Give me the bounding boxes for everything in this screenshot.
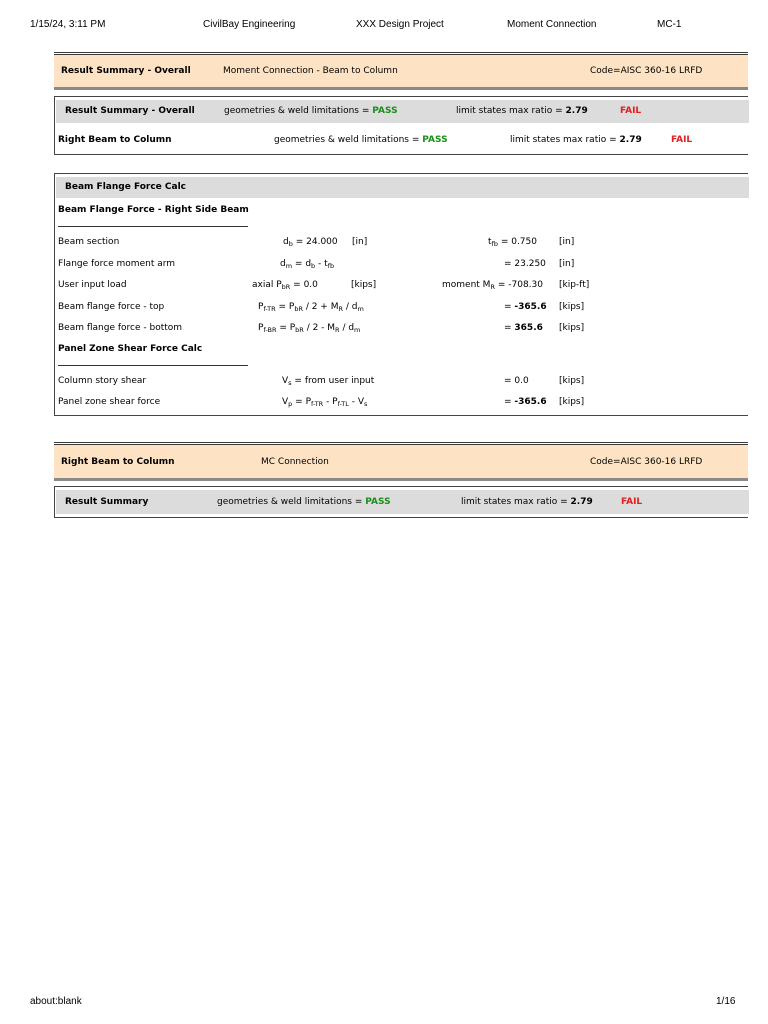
flange-force-box <box>54 173 748 416</box>
moment-arm-unit: [in] <box>559 259 575 269</box>
overall-title-bar <box>54 55 748 87</box>
summary-right-beam-geo: geometries & weld limitations = PASS <box>274 135 448 145</box>
connection-summary-row <box>56 490 749 514</box>
connection-summary-geo: geometries & weld limitations = PASS <box>217 497 391 507</box>
design-code: Code=AISC 360-16 LRFD <box>590 66 703 76</box>
pass-status: PASS <box>422 135 448 145</box>
connection-design-code: Code=AISC 360-16 LRFD <box>590 457 703 467</box>
user-load-label: User input load <box>58 280 127 290</box>
axial-load-unit: [kips] <box>351 280 377 290</box>
summary-overall-geo: geometries & weld limitations = PASS <box>224 106 398 116</box>
company-name: CivilBay Engineering <box>203 19 296 30</box>
pz-force-value: = -365.6 <box>504 397 547 407</box>
page-number: 1/16 <box>716 996 736 1007</box>
moment-load-unit: [kip-ft] <box>559 280 590 290</box>
conn-bar-bottom-rule <box>54 478 748 481</box>
project-name: XXX Design Project <box>356 19 444 30</box>
force-top-formula: $P_{f-TR} = P_{bR} / 2 + M_R / d_m$ <box>258 302 364 313</box>
pz-force-unit: [kips] <box>559 397 585 407</box>
summary-right-beam-label: Right Beam to Column <box>58 135 172 145</box>
fail-status: FAIL <box>671 135 693 145</box>
document-id: MC-1 <box>657 19 682 30</box>
title-bar-bottom-rule <box>54 87 748 90</box>
fail-status: FAIL <box>621 497 643 507</box>
panel-title-rule <box>58 365 248 366</box>
fail-status: FAIL <box>620 106 642 116</box>
force-bottom-unit: [kips] <box>559 323 585 333</box>
connection-subtitle: MC Connection <box>261 457 329 467</box>
pz-force-label: Panel zone shear force <box>58 397 161 407</box>
flange-section-title: Beam Flange Force Calc <box>65 182 187 192</box>
flange-section-header <box>56 177 749 198</box>
axial-load-formula: axial $P_{bR} = 0.0$ <box>252 280 318 291</box>
summary-row-overall <box>56 100 749 123</box>
moment-arm-value: = 23.250 <box>504 259 546 269</box>
beam-depth-formula: $d_b = 24.000$ <box>283 237 338 248</box>
force-bottom-value: = 365.6 <box>504 323 543 333</box>
connection-title-bar <box>54 445 748 478</box>
force-bottom-label: Beam flange force - bottom <box>58 323 183 333</box>
pass-status: PASS <box>365 497 391 507</box>
story-shear-value: = 0.0 <box>504 376 529 386</box>
overall-title: Result Summary - Overall <box>61 66 191 76</box>
force-top-value: = -365.6 <box>504 302 547 312</box>
summary-overall-label: Result Summary - Overall <box>65 106 195 116</box>
force-bottom-formula: $P_{f-BR} = P_{bR} / 2 - M_R / d_m$ <box>258 323 361 334</box>
pass-status: PASS <box>372 106 398 116</box>
story-shear-unit: [kips] <box>559 376 585 386</box>
force-top-label: Beam flange force - top <box>58 302 165 312</box>
overall-subtitle: Moment Connection - Beam to Column <box>223 66 398 76</box>
force-top-unit: [kips] <box>559 302 585 312</box>
summary-overall-ratio: limit states max ratio = 2.79 <box>456 106 588 116</box>
document-type: Moment Connection <box>507 19 597 30</box>
summary-right-beam-ratio: limit states max ratio = 2.79 <box>510 135 642 145</box>
sub-title-rule <box>58 226 248 227</box>
print-url: about:blank <box>30 996 82 1007</box>
moment-arm-label: Flange force moment arm <box>58 259 176 269</box>
print-datetime: 1/15/24, 3:11 PM <box>30 19 106 30</box>
connection-summary-box <box>54 486 748 518</box>
moment-arm-formula: $d_m = d_b - t_{fb}$ <box>280 259 335 270</box>
story-shear-label: Column story shear <box>58 376 147 386</box>
moment-load-formula: moment $M_R = -708.30$ <box>442 280 543 291</box>
summary-box <box>54 96 748 155</box>
flange-thickness-formula: $t_{fb} = 0.750$ <box>488 237 537 248</box>
story-shear-formula: $V_s$ = from user input <box>282 376 375 387</box>
connection-summary-label: Result Summary <box>65 497 149 507</box>
connection-summary-ratio: limit states max ratio = 2.79 <box>461 497 593 507</box>
flange-thickness-unit: [in] <box>559 237 575 247</box>
beam-section-label: Beam section <box>58 237 120 247</box>
flange-sub-title: Beam Flange Force - Right Side Beam <box>58 205 249 215</box>
connection-title: Right Beam to Column <box>61 457 175 467</box>
pz-force-formula: $V_p = P_{f-TR} - P_{f-TL} - V_s$ <box>282 397 368 408</box>
panel-zone-title: Panel Zone Shear Force Calc <box>58 344 203 354</box>
beam-depth-unit: [in] <box>352 237 368 247</box>
